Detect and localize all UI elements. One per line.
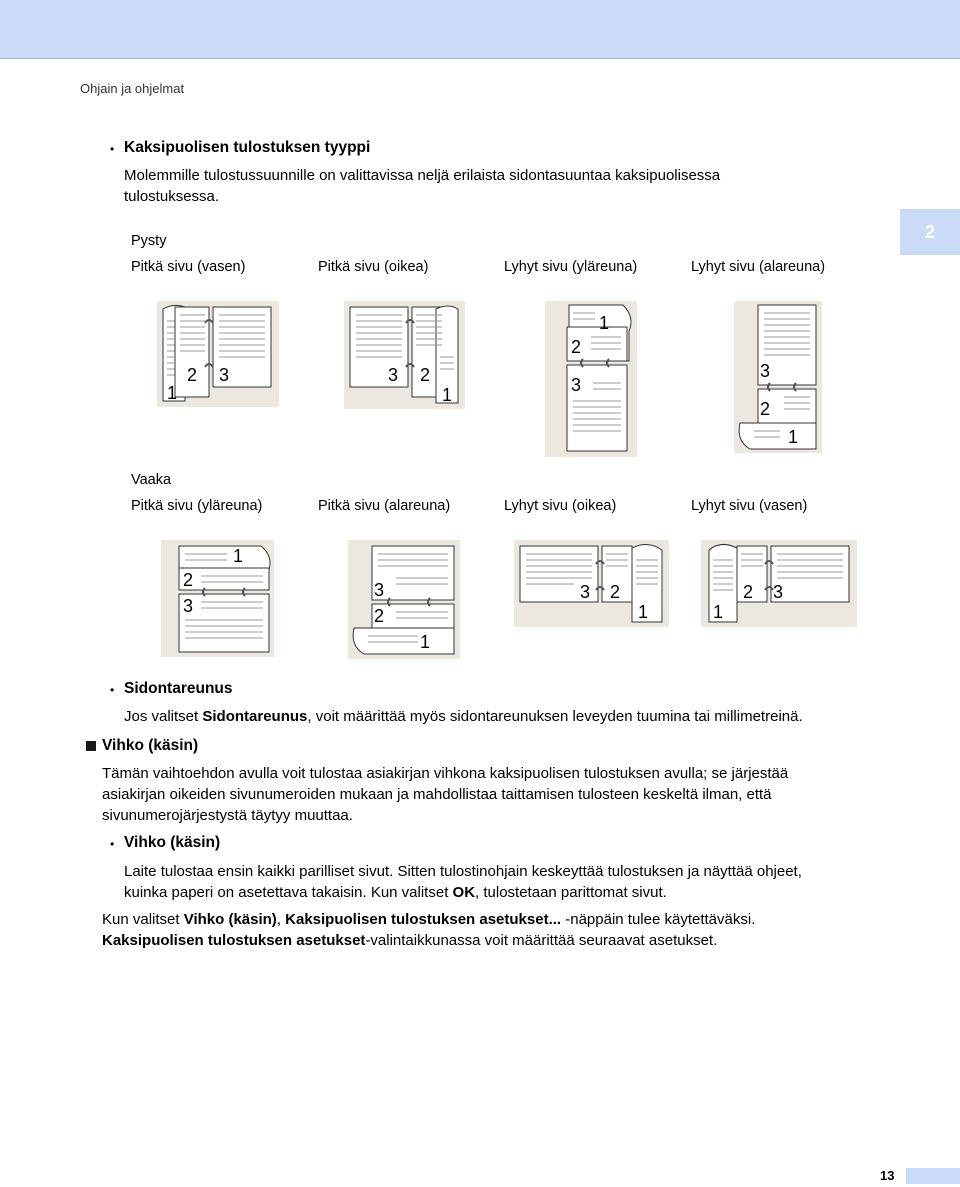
portrait-long-right-thumb	[344, 301, 465, 409]
svg-text:1: 1	[420, 632, 431, 652]
svg-text:2: 2	[420, 365, 431, 385]
bullet-icon: •	[110, 142, 115, 156]
landscape-short-right-thumb	[514, 540, 669, 627]
landscape-long-top-thumb	[161, 540, 274, 657]
svg-text:1: 1	[233, 546, 244, 566]
svg-text:1: 1	[638, 602, 649, 622]
landscape-label-short-right: Lyhyt sivu (oikea)	[504, 498, 617, 514]
closing-line-2: Kaksipuolisen tulostuksen asetukset-valintaikkunassa voit määrittää seuraavat asetukset.	[102, 932, 718, 949]
footer-bar	[906, 1168, 960, 1184]
svg-text:2: 2	[183, 570, 194, 590]
booklet-para-line-3: sivunumerojärjestystä täytyy muuttaa.	[102, 807, 353, 824]
svg-text:1: 1	[788, 427, 799, 447]
portrait-label-long-right: Pitkä sivu (oikea)	[318, 259, 429, 275]
booklet-para-line-2: asiakirjan oikeiden sivunumeroiden mukaan ja mahdollistaa taittamisen tulosteen keskeltä ilman, että	[102, 786, 772, 803]
portrait-short-bottom-thumb	[734, 301, 822, 453]
svg-text:2: 2	[610, 582, 621, 602]
portrait-short-top-thumb	[545, 301, 637, 457]
svg-text:3: 3	[388, 365, 399, 385]
running-header: Ohjain ja ohjelmat	[80, 81, 185, 96]
bullet-icon: •	[110, 683, 115, 697]
svg-text:2: 2	[187, 365, 198, 385]
svg-text:3: 3	[773, 582, 784, 602]
chapter-tab: 2	[900, 209, 960, 255]
svg-text:3: 3	[571, 375, 582, 395]
svg-text:2: 2	[374, 606, 385, 626]
portrait-label-long-left: Pitkä sivu (vasen)	[131, 259, 246, 275]
page-number-1: 1	[167, 383, 178, 403]
svg-text:2: 2	[743, 582, 754, 602]
booklet-sub-line-2: kuinka paperi on asetettava takaisin. Kun valitset OK, tulostetaan parittomat sivut.	[124, 884, 667, 901]
portrait-label-short-top: Lyhyt sivu (yläreuna)	[504, 259, 638, 275]
svg-text:1: 1	[442, 385, 453, 405]
binding-offset-text: Jos valitset Sidontareunus, voit määrittää myös sidontareunuksen leveyden tuumina tai millimetreinä.	[124, 708, 803, 725]
page-number: 13	[880, 1168, 895, 1183]
landscape-label-long-top: Pitkä sivu (yläreuna)	[131, 498, 263, 514]
bullet-icon: •	[110, 837, 115, 851]
portrait-long-left-thumb	[157, 301, 279, 407]
svg-text:3: 3	[760, 361, 771, 381]
portrait-title: Pysty	[131, 233, 167, 249]
portrait-label-short-bottom: Lyhyt sivu (alareuna)	[691, 259, 826, 275]
landscape-long-bottom-thumb	[348, 540, 460, 659]
svg-text:2: 2	[760, 399, 771, 419]
closing-line-1: Kun valitset Vihko (käsin), Kaksipuolisen tulostuksen asetukset... -näppäin tulee käytettäväksi.	[102, 911, 756, 928]
duplex-type-text-2: tulostuksessa.	[124, 188, 220, 205]
landscape-title: Vaaka	[131, 472, 172, 488]
header-band	[0, 0, 960, 59]
booklet-sub-line-1: Laite tulostaa ensin kaikki parilliset sivut. Sitten tulostinohjain keskeyttää tulostuksen ja näyttää ohjeet,	[124, 863, 802, 880]
svg-text:1: 1	[713, 602, 724, 622]
duplex-type-text-1: Molemmille tulostussuunnille on valittavissa neljä erilaista sidontasuuntaa kaksipuolisessa	[124, 167, 721, 184]
landscape-label-long-bottom: Pitkä sivu (alareuna)	[318, 498, 451, 514]
svg-text:3: 3	[183, 596, 194, 616]
landscape-label-short-left: Lyhyt sivu (vasen)	[691, 498, 808, 514]
svg-text:3: 3	[219, 365, 230, 385]
landscape-short-left-thumb	[701, 540, 857, 627]
svg-text:3: 3	[580, 582, 591, 602]
square-bullet-icon	[86, 741, 96, 751]
binding-offset-heading: Sidontareunus	[124, 680, 233, 697]
booklet-para-line-1: Tämän vaihtoehdon avulla voit tulostaa asiakirjan vihkona kaksipuolisen tulostuksen avulla; se järjestää	[102, 765, 789, 782]
booklet-manual-heading: Vihko (käsin)	[102, 737, 199, 754]
duplex-type-heading: Kaksipuolisen tulostuksen tyyppi	[124, 139, 371, 156]
svg-text:3: 3	[374, 580, 385, 600]
svg-text:2: 2	[571, 337, 582, 357]
booklet-sub-heading: Vihko (käsin)	[124, 834, 221, 851]
svg-text:1: 1	[599, 313, 610, 333]
